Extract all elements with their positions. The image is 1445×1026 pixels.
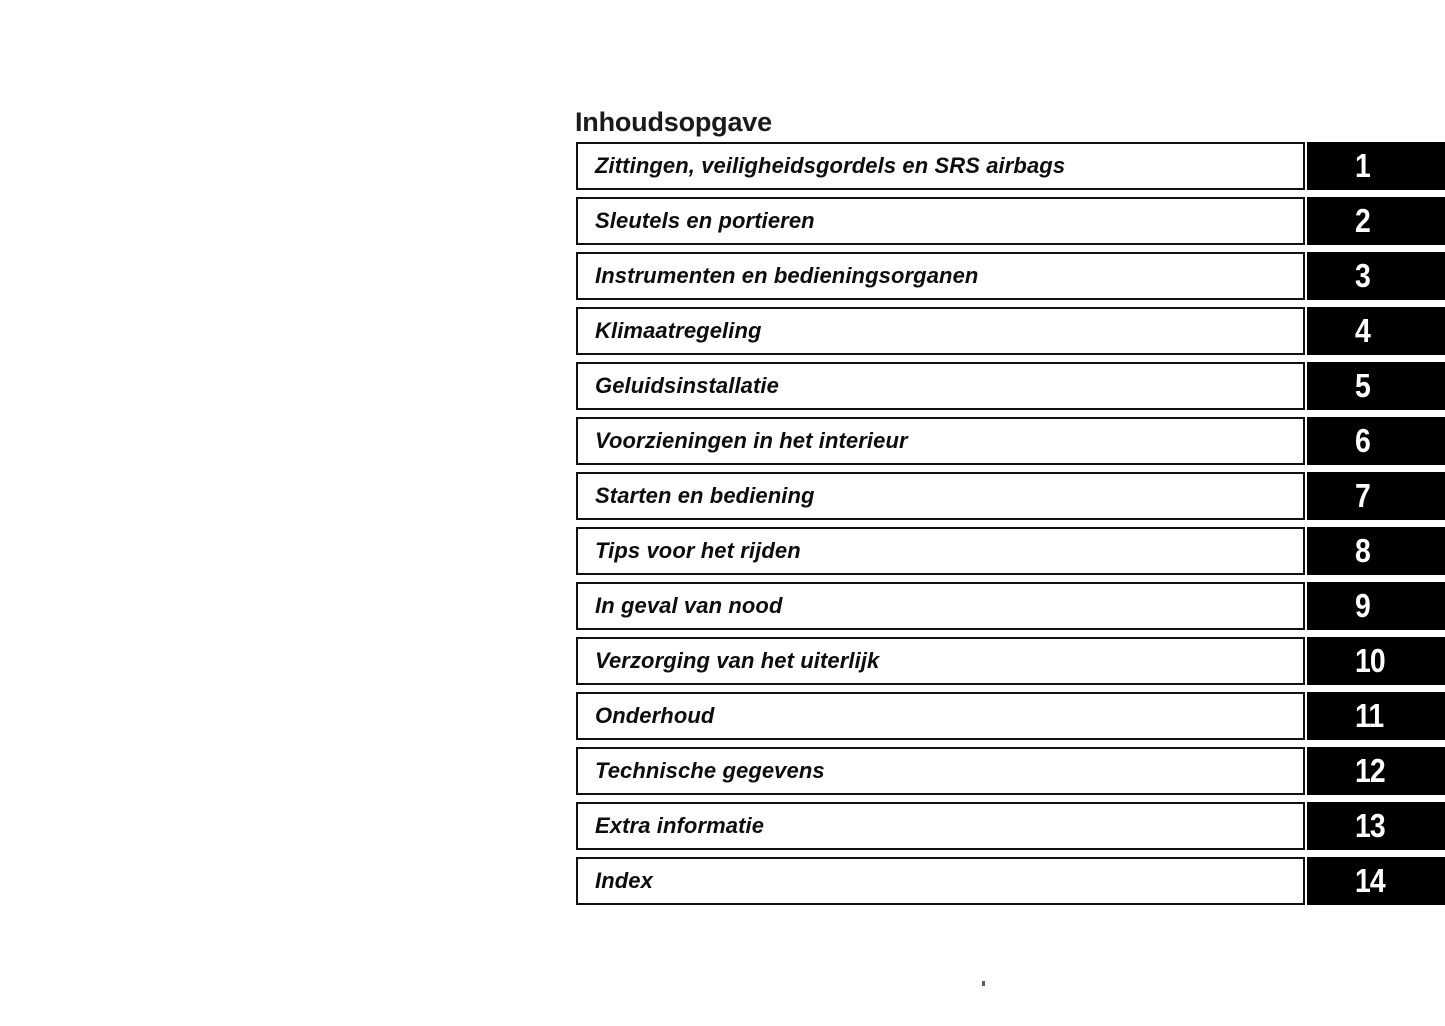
toc-row[interactable]	[576, 747, 1445, 795]
toc-chapter-tab[interactable]	[1307, 417, 1445, 465]
toc-chapter-label: Zittingen, veiligheidsgordels en SRS airbags	[595, 153, 1066, 178]
toc-chapter-box[interactable]	[576, 362, 1305, 410]
toc-chapter-number: 2	[1355, 202, 1370, 239]
toc-chapter-tab[interactable]	[1307, 197, 1445, 245]
toc-chapter-label: Geluidsinstallatie	[595, 373, 779, 398]
toc-chapter-box[interactable]	[576, 527, 1305, 575]
toc-chapter-number: 1	[1355, 147, 1370, 184]
toc-chapter-box[interactable]	[576, 197, 1305, 245]
toc-chapter-label: Starten en bediening	[595, 483, 815, 508]
toc-chapter-label: Klimaatregeling	[595, 318, 762, 343]
toc-chapter-tab[interactable]	[1307, 307, 1445, 355]
toc-row[interactable]	[576, 197, 1445, 245]
toc-chapter-number: 5	[1355, 367, 1370, 404]
toc-chapter-number: 8	[1355, 532, 1370, 569]
toc-chapter-label: Onderhoud	[595, 703, 715, 728]
toc-chapter-label: Sleutels en portieren	[595, 208, 815, 233]
toc-chapter-tab[interactable]	[1307, 527, 1445, 575]
toc-row[interactable]	[576, 362, 1445, 410]
toc-chapter-tab[interactable]	[1307, 692, 1445, 740]
toc-chapter-tab[interactable]	[1307, 252, 1445, 300]
toc-chapter-number: 10	[1355, 642, 1385, 679]
toc-chapter-label: Index	[595, 868, 653, 893]
toc-chapter-box[interactable]	[576, 857, 1305, 905]
toc-chapter-number: 6	[1355, 422, 1370, 459]
toc-chapter-label: Voorzieningen in het interieur	[595, 428, 908, 453]
page-title: Inhoudsopgave	[575, 107, 772, 138]
toc-chapter-box[interactable]	[576, 417, 1305, 465]
toc-chapter-box[interactable]	[576, 472, 1305, 520]
toc-chapter-number: 11	[1355, 697, 1384, 734]
toc-chapter-tab[interactable]	[1307, 637, 1445, 685]
toc-row[interactable]	[576, 637, 1445, 685]
toc-row[interactable]	[576, 582, 1445, 630]
toc-chapter-box[interactable]	[576, 252, 1305, 300]
toc-chapter-label: Extra informatie	[595, 813, 765, 838]
scan-artifact-speck	[982, 981, 985, 986]
toc-chapter-tab[interactable]	[1307, 362, 1445, 410]
toc-chapter-label: Instrumenten en bedieningsorganen	[595, 263, 979, 288]
toc-chapter-box[interactable]	[576, 802, 1305, 850]
toc-chapter-tab[interactable]	[1307, 802, 1445, 850]
toc-chapter-box[interactable]	[576, 582, 1305, 630]
toc-chapter-label: Verzorging van het uiterlijk	[595, 648, 880, 673]
toc-chapter-tab[interactable]	[1307, 857, 1445, 905]
toc-row[interactable]	[576, 802, 1445, 850]
toc-row[interactable]	[576, 252, 1445, 300]
toc-chapter-number: 4	[1355, 312, 1370, 349]
toc-row[interactable]	[576, 472, 1445, 520]
toc-chapter-tab[interactable]	[1307, 142, 1445, 190]
toc-chapter-number: 3	[1355, 257, 1370, 294]
toc-row[interactable]	[576, 307, 1445, 355]
toc-chapter-number: 14	[1355, 862, 1385, 899]
toc-chapter-tab[interactable]	[1307, 582, 1445, 630]
toc-chapter-label: Technische gegevens	[595, 758, 825, 783]
toc-chapter-box[interactable]	[576, 307, 1305, 355]
toc-chapter-box[interactable]	[576, 637, 1305, 685]
toc-chapter-tab[interactable]	[1307, 747, 1445, 795]
toc-row[interactable]	[576, 692, 1445, 740]
toc-chapter-box[interactable]	[576, 747, 1305, 795]
toc-chapter-number: 9	[1355, 587, 1370, 624]
toc-chapter-box[interactable]	[576, 692, 1305, 740]
toc-chapter-number: 7	[1355, 477, 1370, 514]
toc-row[interactable]	[576, 857, 1445, 905]
toc-chapter-box[interactable]	[576, 142, 1305, 190]
toc-chapter-number: 13	[1355, 807, 1385, 844]
toc-row[interactable]	[576, 527, 1445, 575]
toc-chapter-label: Tips voor het rijden	[595, 538, 801, 563]
toc-row[interactable]	[576, 417, 1445, 465]
toc-row[interactable]	[576, 142, 1445, 190]
toc-chapter-label: In geval van nood	[595, 593, 783, 618]
table-of-contents	[576, 142, 1445, 905]
toc-chapter-number: 12	[1355, 752, 1385, 789]
toc-chapter-tab[interactable]	[1307, 472, 1445, 520]
